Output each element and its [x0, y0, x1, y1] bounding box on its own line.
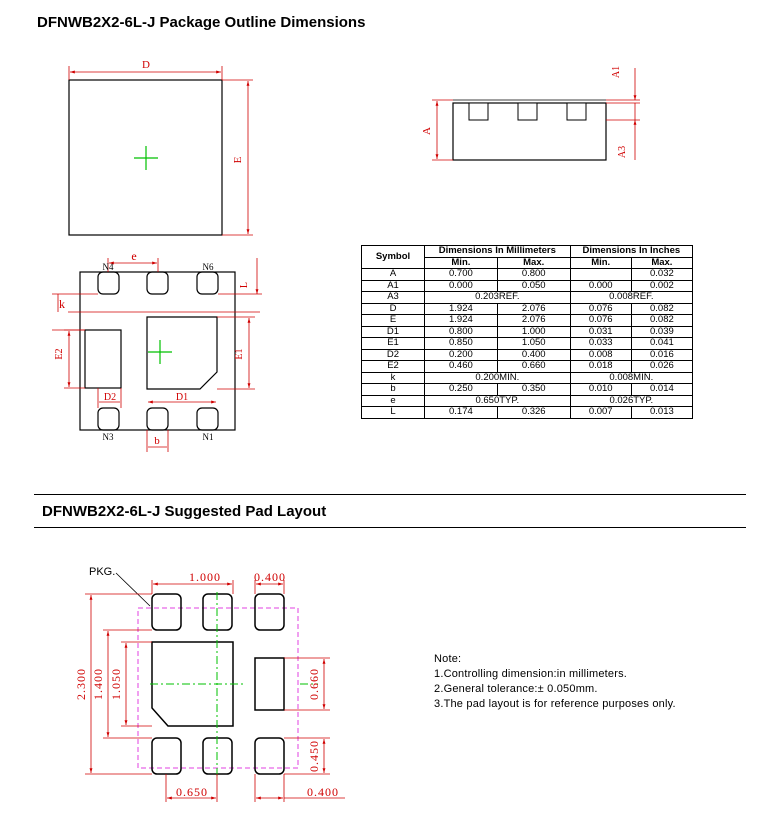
cell-in-min — [570, 269, 631, 281]
table-row — [362, 361, 693, 373]
layout-pad-top-3 — [255, 594, 284, 630]
mm-min-header: Min. — [425, 257, 498, 269]
cell-in-max: 0.014 — [631, 384, 692, 396]
table-row — [362, 280, 693, 292]
cell-mm-min: 0.000 — [425, 280, 498, 292]
layout-pad-bottom-1 — [152, 738, 181, 774]
label-e-pitch: e — [131, 249, 137, 263]
cell-mm-max: 2.076 — [497, 315, 570, 327]
cell-in-max: 0.002 — [631, 280, 692, 292]
package-body-bottom — [80, 272, 235, 430]
cell-mm-min: 0.174 — [425, 407, 498, 419]
cell-in-max: 0.013 — [631, 407, 692, 419]
note-item: 1.Controlling dimension:in millimeters. — [434, 668, 628, 680]
package-outline-title: DFNWB2X2-6L-J Package Outline Dimensions — [37, 14, 366, 31]
cell-mm-max: 2.076 — [497, 303, 570, 315]
cell-symbol: L — [362, 407, 425, 419]
pkg-outline — [138, 608, 298, 768]
side-lead-2 — [518, 103, 537, 120]
mm-max-header: Max. — [497, 257, 570, 269]
cell-symbol: e — [362, 395, 425, 407]
label-a1: A1 — [611, 65, 622, 79]
cell-symbol: D — [362, 303, 425, 315]
cell-in-max: 0.016 — [631, 349, 692, 361]
exposed-pad-main — [147, 317, 217, 389]
bottom-pad-n1 — [197, 408, 218, 430]
dim-bottom-1: 0.650 — [176, 785, 208, 799]
cell-mm-span: 0.650TYP. — [425, 395, 571, 407]
cell-symbol: E — [362, 315, 425, 327]
exposed-pad-small — [85, 330, 121, 388]
cell-mm-min: 0.250 — [425, 384, 498, 396]
label-d: D — [142, 59, 150, 71]
bottom-view — [52, 249, 262, 452]
cell-mm-min: 0.800 — [425, 326, 498, 338]
cell-symbol: A3 — [362, 292, 425, 304]
cell-mm-min: 0.200 — [425, 349, 498, 361]
label-e1: E1 — [234, 348, 245, 360]
label-b: b — [154, 435, 160, 447]
dim-left-1: 2.300 — [74, 668, 88, 700]
layout-pad-bottom-3 — [255, 738, 284, 774]
cell-mm-max: 0.326 — [497, 407, 570, 419]
cell-in-max: 0.082 — [631, 303, 692, 315]
cell-symbol: A1 — [362, 280, 425, 292]
side-lead-1 — [469, 103, 488, 120]
cell-mm-min: 0.850 — [425, 338, 498, 350]
cell-in-min: 0.018 — [570, 361, 631, 373]
cell-mm-span: 0.203REF. — [425, 292, 571, 304]
table-row — [362, 292, 693, 304]
note-item: 2.General tolerance:± 0.050mm. — [434, 683, 598, 695]
cell-mm-max: 0.800 — [497, 269, 570, 281]
dimension-table — [361, 245, 693, 419]
table-row — [362, 315, 693, 327]
table-row — [362, 407, 693, 419]
cell-in-min: 0.076 — [570, 303, 631, 315]
cell-in-min: 0.076 — [570, 315, 631, 327]
cell-symbol: A — [362, 269, 425, 281]
cell-mm-min: 1.924 — [425, 303, 498, 315]
cell-mm-max: 0.660 — [497, 361, 570, 373]
cell-mm-max: 1.000 — [497, 326, 570, 338]
top-view — [69, 59, 253, 235]
pin-label-n6: N6 — [202, 262, 214, 272]
cell-in-min: 0.008 — [570, 349, 631, 361]
cell-symbol: D1 — [362, 326, 425, 338]
label-d2: D2 — [103, 392, 117, 403]
cell-in-span: 0.026TYP. — [570, 395, 692, 407]
cell-in-min: 0.031 — [570, 326, 631, 338]
in-max-header: Max. — [631, 257, 692, 269]
cell-in-max: 0.026 — [631, 361, 692, 373]
dim-right-2: 0.450 — [307, 740, 321, 772]
in-min-header: Min. — [570, 257, 631, 269]
cell-mm-min: 0.700 — [425, 269, 498, 281]
cell-mm-min: 1.924 — [425, 315, 498, 327]
label-a: A — [421, 127, 433, 135]
cell-in-max: 0.039 — [631, 326, 692, 338]
cell-symbol: k — [362, 372, 425, 384]
table-row — [362, 349, 693, 361]
cell-symbol: D2 — [362, 349, 425, 361]
dim-top-1: 1.000 — [189, 570, 221, 584]
mm-header: Dimensions In Millimeters — [425, 246, 571, 258]
dim-left-2: 1.400 — [91, 668, 105, 700]
pkg-label: PKG. — [89, 566, 116, 578]
cell-symbol: E2 — [362, 361, 425, 373]
layout-pad-top-1 — [152, 594, 181, 630]
cell-mm-min: 0.460 — [425, 361, 498, 373]
cell-in-min: 0.033 — [570, 338, 631, 350]
table-row — [362, 384, 693, 396]
bottom-pad-n3 — [98, 408, 119, 430]
dim-left-3: 1.050 — [109, 668, 123, 700]
pad-layout-title: DFNWB2X2-6L-J Suggested Pad Layout — [42, 503, 327, 520]
symbol-header: Symbol — [362, 246, 425, 269]
cell-in-min: 0.007 — [570, 407, 631, 419]
cell-in-min: 0.010 — [570, 384, 631, 396]
notes-block — [434, 652, 676, 712]
cell-in-max: 0.082 — [631, 315, 692, 327]
cell-in-min: 0.000 — [570, 280, 631, 292]
table-header-row — [362, 246, 693, 258]
label-a3: A3 — [617, 145, 628, 159]
pin-label-n1: N1 — [202, 432, 214, 442]
cell-in-span: 0.008REF. — [570, 292, 692, 304]
layout-side-pad — [255, 658, 284, 710]
in-header: Dimensions In Inches — [570, 246, 692, 258]
dim-right-1: 0.660 — [307, 668, 321, 700]
dim-top-2: 0.400 — [254, 570, 286, 584]
cell-in-span: 0.008MIN. — [570, 372, 692, 384]
table-body — [362, 269, 693, 419]
cell-mm-max: 0.350 — [497, 384, 570, 396]
bottom-pad-n5 — [147, 272, 168, 294]
cell-mm-max: 1.050 — [497, 338, 570, 350]
label-e2: E2 — [54, 348, 65, 360]
table-row — [362, 269, 693, 281]
bottom-pad-n6 — [197, 272, 218, 294]
bottom-pad-n4 — [98, 272, 119, 294]
pin-label-n4: N4 — [102, 262, 114, 272]
label-l: L — [239, 281, 250, 289]
side-view — [421, 66, 640, 160]
bottom-pad-n2 — [147, 408, 168, 430]
cell-in-max: 0.032 — [631, 269, 692, 281]
pin-label-n3: N3 — [102, 432, 114, 442]
pad-layout-drawing — [74, 566, 345, 802]
table-row — [362, 338, 693, 350]
cell-mm-max: 0.050 — [497, 280, 570, 292]
table-row — [362, 303, 693, 315]
cell-mm-span: 0.200MIN. — [425, 372, 571, 384]
cell-mm-max: 0.400 — [497, 349, 570, 361]
label-e: E — [232, 156, 244, 164]
cell-symbol: b — [362, 384, 425, 396]
cell-symbol: E1 — [362, 338, 425, 350]
table-row — [362, 395, 693, 407]
note-item: 3.The pad layout is for reference purposes only. — [434, 698, 676, 710]
table-row — [362, 326, 693, 338]
label-k: k — [59, 297, 65, 311]
notes-heading: Note: — [434, 653, 462, 665]
label-d1: D1 — [175, 392, 189, 403]
dim-bottom-2: 0.400 — [307, 785, 339, 799]
side-lead-3 — [567, 103, 586, 120]
table-row — [362, 372, 693, 384]
cell-in-max: 0.041 — [631, 338, 692, 350]
